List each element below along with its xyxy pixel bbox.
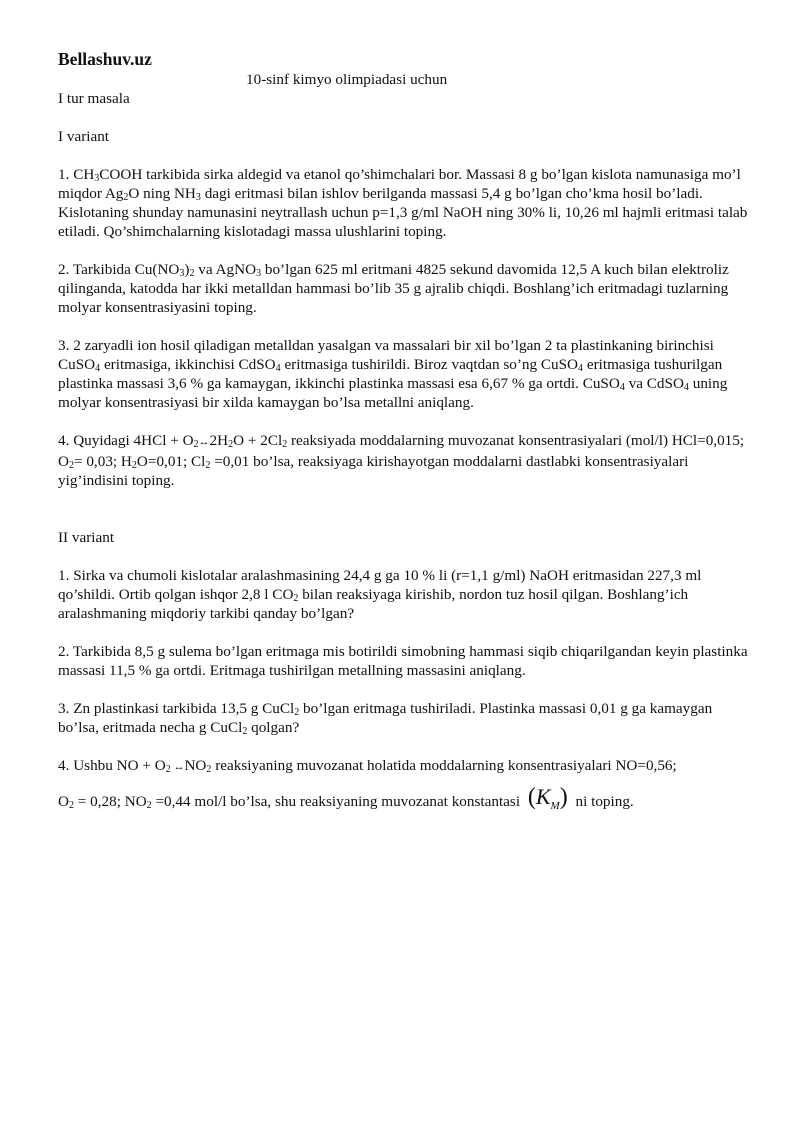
equilibrium-arrow-icon: ↔ <box>198 436 210 448</box>
variant-1-title: I variant <box>58 128 110 145</box>
equilibrium-arrow-icon: ↔ <box>170 761 185 773</box>
variant-1-problem-1: 1. $CH_3COOH$ tarkibida sirka aldegid va etanol qo’shimchalari bor. Massasi 8 g bo’lgan kislota namunasiga mo’l miqdor $Ag_2O$ ning $NH_3$ dagi eritmasi bilan ishlov berilganda massasi 5,4 g bo’lgan cho’kma hosil bo’ladi. Kislotaning shunday namunasini neytrallash uchun p=1,3 g/ml NaOH ning 30% li, 10,26 ml hajmli eritmasi talab etiladi. Qo’shimchalarning kislotadagi massa ulushlarini toping. <box>58 166 748 240</box>
variant-1-problem-3: 3. 2 zaryadli ion hosil qiladigan metalldan yasalgan va massalari bir xil bo’lgan 2 ta plastinkaning birinchisi CuSO$_4$ eritmasiga, ikkinchisi CdSO$_4$ eritmasiga tushirildi. Biroz vaqtdan so’ng CuSO$_4$ eritmasiga tushurilgan plastinka massasi 3,6 % ga kamaygan, ikkinchi plastinka massasi esa 6,67 % ga ortdi. CuSO$_4$ va CdSO$_4$ uning molyar konsentrasiyasi bir xilda kamaygan bo’lsa metallni aniqlang. <box>58 337 728 411</box>
variant-2-problem-1: 1. Sirka va chumoli kislotalar aralashmasining 24,4 g ga 10 % li (r=1,1 g/ml) NaOH eritmasidan 227,3 ml qo’shildi. Ortib qolgan ishqor 2,8 l $CO_2$ bilan reaksiyaga kirishib, nordon tuz hosil qilgan. Boshlang’ich aralashmaning miqdoriy tarkibi qanday bo’lgan? <box>58 567 702 622</box>
variant-2-problem-2: 2. Tarkibida 8,5 g sulema bo’lgan eritmaga mis botirildi simobning hammasi siqib chiqarilgandan keyin plastinka massasi 11,5 % ga ortdi. Eritmaga tushirilgan metallning massasini aniqlang. <box>58 643 748 679</box>
variant-1-problem-4: 4. Quyidagi $4HCl + O_2\leftrightarrow 2H_2O + 2Cl_2$ reaksiyada moddalarning muvozanat konsentrasiyalari (mol/l) HCl=0,015; $O_2= 0,03$; $H_2O=0,01$; $Cl_2 =0,01$ bo’lsa, reaksiyaga kirishayotgan moddalarni dastlabki konsentrasiyalari yig’indisini toping. <box>58 432 745 489</box>
variant-2-title: II variant <box>58 529 115 546</box>
equilibrium-constant-symbol: $(K_M)$ <box>527 784 568 812</box>
variant-2-problem-3: 3. Zn plastinkasi tarkibida 13,5 g CuCl$_2$ bo’lgan eritmaga tushiriladi. Plastinka massasi 0,01 g ga kamaygan bo’lsa, eritmada necha g CuCl$_2$ qolgan? <box>58 700 713 737</box>
site-title: Bellashuv.uz <box>58 49 152 69</box>
round-label: I tur masala <box>58 90 130 107</box>
variant-2-problem-4: 4. Ushbu NO + $O_2$ $\leftrightarrow NO_2$ reaksiyaning muvozanat holatida moddalarning konsentrasiyalari NO=0,56; $O_2 = 0,28$; $NO_2 =0,44$ mol/l bo’lsa, shu reaksiyaning muvozanat konstantasi $(K_M)$ ni toping. <box>58 756 748 816</box>
variant-1-problem-2: 2. Tarkibida $Cu(NO_3)_2$ va AgNO$_3$ bo’lgan 625 ml eritmani 4825 sekund davomida 12,5 A kuch bilan elektroliz qilinganda, katodda har ikki metalldan hammasi bo’lib 35 g ajralib chiqdi. Boshlang’ich eritmadagi tuzlarning molyar konsentrasiyasini toping. <box>58 261 729 316</box>
document-page <box>58 48 748 816</box>
document-subtitle: 10-sinf kimyo olimpiadasi uchun <box>246 71 448 88</box>
